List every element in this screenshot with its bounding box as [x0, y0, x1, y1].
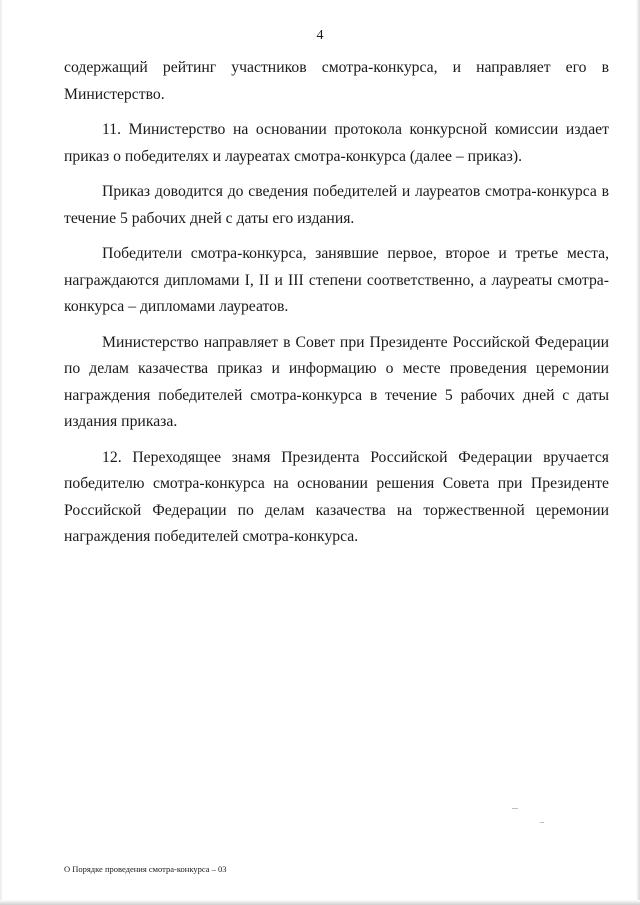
scan-speck	[512, 808, 518, 809]
scan-speck	[540, 822, 544, 823]
scan-bottom-edge	[0, 900, 640, 905]
paragraph-item-11: 11. Министерство на основании протокола конкурсной комиссии издает приказ о победителях и лауреатах смотра-конкурса (далее – приказ).	[64, 121, 609, 165]
paragraph-continuation: содержащий рейтинг участников смотра-конкурса, и направляет его в Министерство.	[64, 59, 609, 103]
scan-left-edge	[0, 0, 2, 905]
paragraph-council-notice: Министерство направляет в Совет при Президенте Российской Федерации по делам казачества приказ и информацию о месте проведения церемонии награждения победителей смотра-конкурса в течение 5 рабочих дней с даты издания приказа.	[64, 333, 609, 430]
paragraph-diplomas: Победители смотра-конкурса, занявшие первое, второе и третье места, награждаются дипломами I, II и III степени соответственно, а лауреаты смотра-конкурса – дипломами лауреатов.	[64, 245, 609, 315]
document-body	[64, 55, 609, 560]
document-footer: О Порядке проведения смотра-конкурса – 03	[64, 864, 227, 874]
paragraph-order-notice: Приказ доводится до сведения победителей и лауреатов смотра-конкурса в течение 5 рабочих дней с даты его издания.	[64, 183, 609, 227]
scan-right-edge	[636, 0, 640, 905]
paragraph-item-12: 12. Переходящее знамя Президента Российской Федерации вручается победителю смотра-конкурса на основании решения Совета при Президенте Российской Федерации по делам казачества на торжественной церемонии награждения победителей смотра-конкурса.	[64, 448, 609, 545]
page-number: 4	[316, 28, 324, 43]
